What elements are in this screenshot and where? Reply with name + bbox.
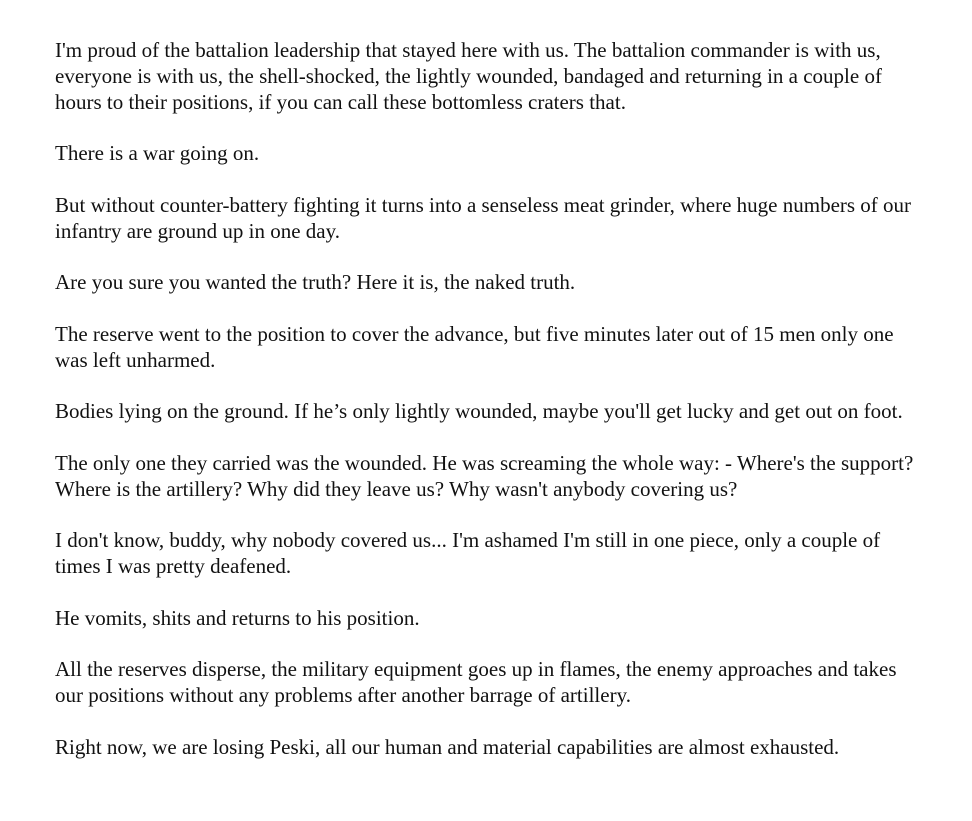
paragraph: The reserve went to the position to cover the advance, but five minutes later out of 15 men only one was left unharmed. xyxy=(55,321,894,372)
paragraph: He vomits, shits and returns to his position. xyxy=(55,605,420,630)
paragraph: Are you sure you wanted the truth? Here it is, the naked truth. xyxy=(55,270,576,295)
paragraph: Right now, we are losing Peski, all our human and material capabilities are almost exhausted. xyxy=(55,734,840,759)
document-body xyxy=(55,38,925,760)
paragraph: Bodies lying on the ground. If he’s only lightly wounded, maybe you'll get lucky and get out on foot. xyxy=(55,399,903,424)
paragraph: All the reserves disperse, the military equipment goes up in flames, the enemy approaches and takes our positions without any problems after another barrage of artillery. xyxy=(55,657,897,707)
paragraph: I'm proud of the battalion leadership that stayed here with us. The battalion commander is with us, everyone is with us, the shell-shocked, the lightly wounded, bandaged and returning in a couple of hours to their positions, if you can call these bottomless craters that. xyxy=(55,38,882,114)
paragraph: The only one they carried was the wounded. He was screaming the whole way: - Where's the support? Where is the artillery? Why did they leave us? Why wasn't anybody covering us? xyxy=(55,450,914,501)
paragraph: But without counter-battery fighting it turns into a senseless meat grinder, where huge numbers of our infantry are ground up in one day. xyxy=(55,192,912,243)
paragraph: I don't know, buddy, why nobody covered us... I'm ashamed I'm still in one piece, only a couple of times I was pretty deafened. xyxy=(55,528,881,578)
paragraph: There is a war going on. xyxy=(55,141,260,166)
